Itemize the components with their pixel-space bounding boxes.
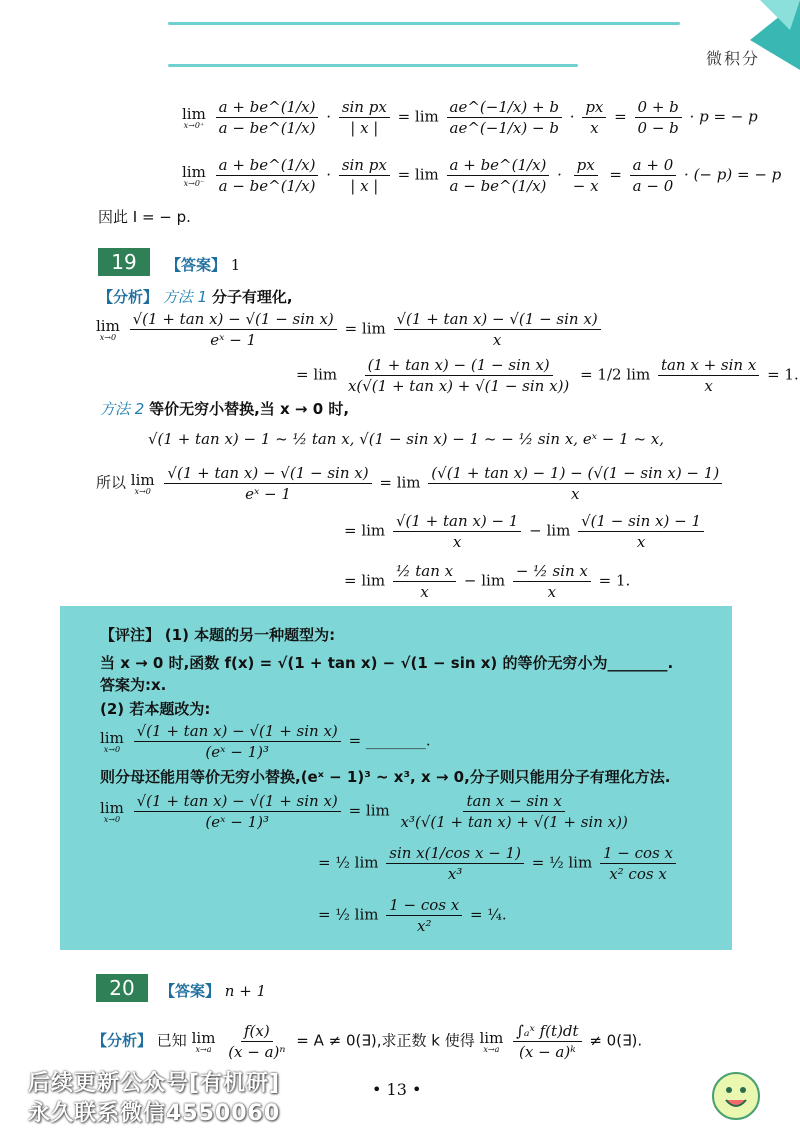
question-number-20: 20 <box>96 974 148 1002</box>
q20-analysis: 【分析】 已知 lim x→a $\frac{f(x)}{\text{(x − a)ⁿ}}$ = A ≠ 0(∃),求正数 k 使得 lim x→a $\frac{\text{∫ₐˣ f(t)dt}}{\text{(x − a)ᵏ}}$ ≠ 0(∃). <box>92 1022 643 1061</box>
q19-m1-eq1: lim x→0 $\frac{\text{√(1 + tan x) − √(1 − sin x)}}{\text{eˣ − 1}}$ = lim $\frac{\text{√(1 + tan x) − √(1 − sin x)}}{x}$ <box>96 310 604 349</box>
note-p6: 则分母还能用等价无穷小替换,(eˣ − 1)³ ~ x³, x → 0,分子则只能用分子有理化方法. <box>100 768 671 786</box>
q19-m2-eq2: = lim $\frac{\text{√(1 + tan x) − 1}}{x}$ − lim $\frac{\text{√(1 − sin x) − 1}}{x}$ <box>344 512 707 551</box>
page-number: • 13 • <box>372 1080 422 1099</box>
note-p2: 当 x → 0 时,函数 f(x) = √(1 + tan x) − √(1 − sin x) 的等价无穷小为________. <box>100 654 674 672</box>
limit-line-left: lim x→0⁻ $\frac{a + be\^{}(1/x)}{a - be\^{}(1/x)}$ · $\frac{\text{sin px}}{| x |}$ = lim $\frac{a + be\^{}(1/x)}{a - be\^{}(1/x)}$ · $\frac{px}{- x}$ = $\frac{a + 0}{a - 0}$ · (− p) = − p <box>182 156 782 195</box>
watermark-line-2: 永久联系微信4550060 <box>28 1101 281 1126</box>
q19-m1-eq2: = lim $\frac{\text{(1 + tan x) − (1 − sin x)}}{\text{x(√(1 + tan x) + √(1 − sin x))}}$ = 1/2 lim $\frac{\text{tan x + sin x}}{x}$ = 1. <box>296 356 799 395</box>
limit-line-right: lim x→0⁺ $\frac{a + be\^{}(1/x)}{a - be\^{}(1/x)}$ · $\frac{\text{sin px}}{| x |}$ = lim $\frac{ae\^{}(-1/x) + b}{ae\^{}(-1/x) - b}$ · $\frac{px}{x}$ = $\frac{0 + b}{0 - b}$ · p = − p <box>182 98 758 137</box>
note-p3: 答案为:x. <box>100 676 167 694</box>
conclusion-text: 因此 I = − p. <box>98 208 191 226</box>
section-title: 微积分 <box>705 49 760 68</box>
smiley-icon <box>712 1072 760 1120</box>
header-rule-bottom <box>168 64 578 67</box>
q19-method1-heading: 【分析】 方法 1 分子有理化, <box>98 288 293 306</box>
note-p5: lim x→0 $\frac{\text{√(1 + tan x) − √(1 + sin x)}}{\text{(eˣ − 1)³}}$ = ________. <box>100 722 431 761</box>
note-heading: 【评注】 (1) 本题的另一种题型为: <box>100 626 336 644</box>
q19-method2-heading: 方法 2 等价无穷小替换,当 x → 0 时, <box>100 400 350 418</box>
q19-m2-eq3: = lim $\frac{\text{½ tan x}}{x}$ − lim $\frac{\text{− ½ sin x}}{x}$ = 1. <box>344 562 631 601</box>
watermark-line-1: 后续更新公众号[有机研] <box>28 1071 281 1096</box>
question-number-19: 19 <box>98 248 150 276</box>
header-rule-top <box>168 22 680 25</box>
note-eq2: = ½ lim $\frac{\text{sin x(1/cos x − 1)}}{\text{x³}}$ = ½ lim $\frac{\text{1 − cos x}}{\text{x² cos x}}$ <box>318 844 679 883</box>
q19-m2-equivalences: √(1 + tan x) − 1 ~ ½ tan x, √(1 − sin x) − 1 ~ − ½ sin x, eˣ − 1 ~ x, <box>148 430 665 448</box>
note-eq3: = ½ lim $\frac{\text{1 − cos x}}{\text{x²}}$ = ¼. <box>318 896 507 935</box>
q20-answer: 【答案】 n + 1 <box>160 982 267 1000</box>
note-p4: (2) 若本题改为: <box>100 700 211 718</box>
q19-answer: 【答案】 1 <box>166 256 241 274</box>
note-eq1: lim x→0 $\frac{\text{√(1 + tan x) − √(1 + sin x)}}{\text{(eˣ − 1)³}}$ = lim $\frac{\text{tan x − sin x}}{\text{x³(√(1 + tan x) + √(1 + sin x))}}$ <box>100 792 628 831</box>
q19-m2-eq1: 所以 lim x→0 $\frac{\text{√(1 + tan x) − √(1 − sin x)}}{\text{eˣ − 1}}$ = lim $\frac{\text{(√(1 + tan x) − 1) − (√(1 − sin x) − 1)}}{x}$ <box>96 464 725 503</box>
